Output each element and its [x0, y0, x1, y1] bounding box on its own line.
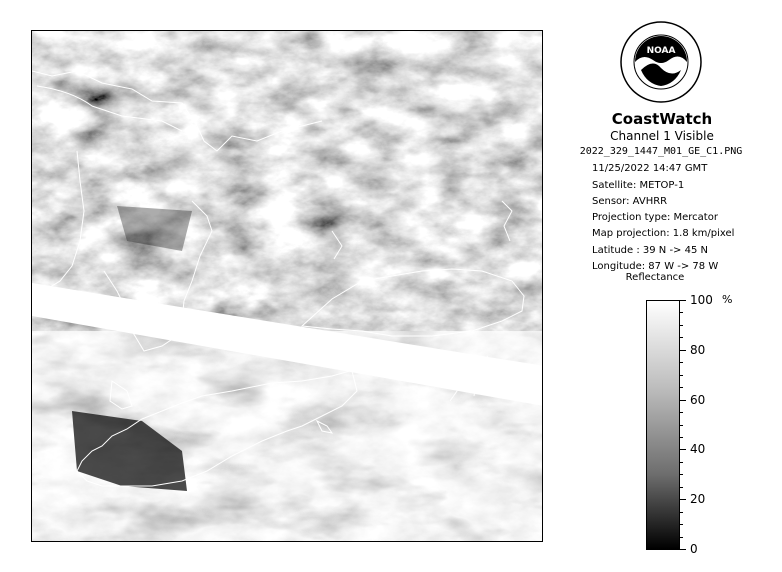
satellite-name: Satellite: METOP-1 [592, 180, 685, 191]
longitude-range: Longitude: 87 W -> 78 W [592, 261, 719, 272]
scale-unit: % [722, 293, 733, 306]
scale-minor-tick [680, 437, 683, 438]
noaa-logo-graphic [619, 20, 703, 104]
scale-tick [680, 449, 686, 450]
scale-tick [680, 300, 686, 301]
noaa-logo [619, 20, 703, 104]
scale-tick-label: 20 [690, 492, 706, 506]
map-projection: Map projection: 1.8 km/pixel [592, 228, 735, 239]
scale-minor-tick [680, 412, 683, 413]
scale-minor-tick [680, 325, 683, 326]
scale-tick [680, 400, 686, 401]
latitude-range: Latitude : 39 N -> 45 N [592, 245, 708, 256]
file-name: 2022_329_1447_M01_GE_C1.PNG [579, 146, 743, 157]
scale-minor-tick [680, 425, 683, 426]
satellite-map [31, 30, 543, 542]
scale-tick-label: 100 [690, 293, 713, 307]
scale-minor-tick [680, 387, 683, 388]
scale-minor-tick [680, 474, 683, 475]
reflectance-color-bar [646, 300, 680, 550]
scale-minor-tick [680, 337, 683, 338]
scale-minor-tick [680, 462, 683, 463]
scale-title: Reflectance [625, 272, 685, 283]
scale-minor-tick [680, 512, 683, 513]
satellite-image [32, 31, 543, 542]
scale-tick-label: 40 [690, 442, 706, 456]
scale-minor-tick [680, 537, 683, 538]
sensor-name: Sensor: AVHRR [592, 196, 668, 207]
scale-tick-label: 60 [690, 393, 706, 407]
scale-tick-label: 0 [690, 542, 698, 556]
channel-label: Channel 1 Visible [610, 129, 714, 143]
product-title: CoastWatch [611, 110, 713, 128]
scale-minor-tick [680, 487, 683, 488]
scale-minor-tick [680, 375, 683, 376]
scale-tick [680, 499, 686, 500]
scale-tick [680, 549, 686, 550]
acquisition-datetime: 11/25/2022 14:47 GMT [592, 163, 708, 174]
projection-type: Projection type: Mercator [592, 212, 718, 223]
scale-minor-tick [680, 362, 683, 363]
scale-minor-tick [680, 524, 683, 525]
scale-tick [680, 350, 686, 351]
noaa-logo-text: NOAA [646, 46, 676, 56]
scale-minor-tick [680, 312, 683, 313]
scale-tick-label: 80 [690, 343, 706, 357]
